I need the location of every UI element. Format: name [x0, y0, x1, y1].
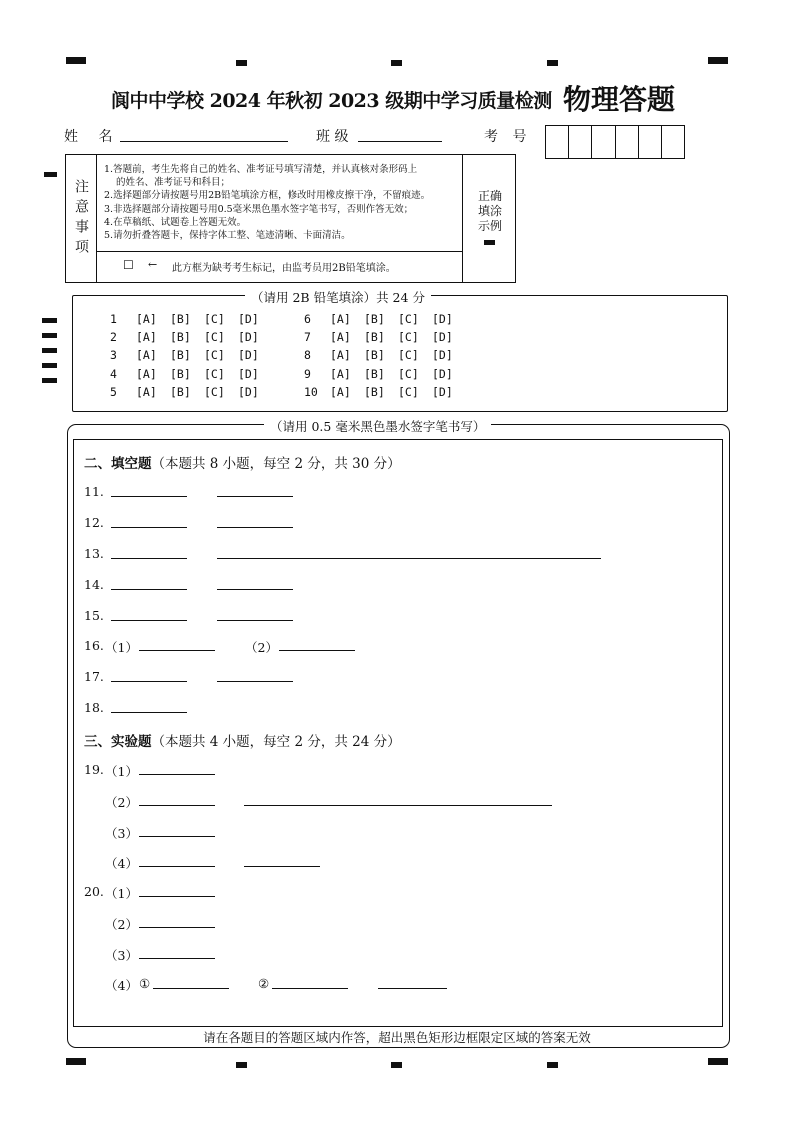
option-a[interactable]: [A]	[330, 385, 351, 399]
part-label: （2）	[245, 640, 278, 655]
absent-checkbox[interactable]: ☐	[123, 258, 134, 272]
option-b[interactable]: [B]	[364, 312, 385, 326]
alignment-mark	[66, 57, 86, 64]
option-b[interactable]: [B]	[170, 385, 191, 399]
choice-caption: （请用 2B 铅笔填涂）共 24 分	[245, 288, 431, 306]
section-fill-blank-title: 二、填空题（本题共 8 小题，每空 2 分，共 30 分）	[84, 456, 401, 472]
answer-blank[interactable]	[139, 927, 215, 928]
choice-row: 2 [A] [B] [C] [D]	[110, 330, 272, 344]
option-d[interactable]: [D]	[238, 312, 259, 326]
answer-blank[interactable]	[139, 774, 215, 775]
option-a[interactable]: [A]	[136, 312, 157, 326]
alignment-mark	[708, 57, 728, 64]
alignment-mark	[42, 333, 57, 338]
answer-blank[interactable]	[244, 866, 320, 867]
id-digit-cell[interactable]	[662, 126, 684, 158]
exam-id-boxes[interactable]	[545, 125, 685, 159]
option-a[interactable]: [A]	[136, 367, 157, 381]
answer-blank[interactable]	[378, 988, 447, 989]
alignment-mark	[44, 172, 57, 177]
answer-blank[interactable]	[272, 988, 348, 989]
id-digit-cell[interactable]	[639, 126, 662, 158]
part-label: （1）	[105, 640, 138, 655]
option-d[interactable]: [D]	[238, 367, 259, 381]
arrow-left-icon: ←	[148, 258, 158, 271]
notice-item: 的姓名、准考证号和科目；	[116, 177, 231, 189]
answer-blank[interactable]	[217, 589, 293, 590]
answer-blank[interactable]	[217, 681, 293, 682]
option-b[interactable]: [B]	[170, 367, 191, 381]
question-number: 12.	[84, 515, 104, 530]
option-c[interactable]: [C]	[398, 312, 419, 326]
answer-blank[interactable]	[139, 805, 215, 806]
option-b[interactable]: [B]	[364, 385, 385, 399]
circled-two-label: ②	[258, 976, 270, 991]
answer-blank[interactable]	[111, 589, 187, 590]
section-experiment-note: （本题共 4 小题，每空 2 分，共 24 分）	[151, 734, 401, 750]
option-d[interactable]: [D]	[432, 367, 453, 381]
answer-blank[interactable]	[279, 650, 355, 651]
notice-panel	[65, 154, 516, 283]
alignment-mark	[66, 1058, 86, 1065]
answer-blank[interactable]	[153, 988, 229, 989]
alignment-mark	[236, 1062, 247, 1068]
option-b[interactable]: [B]	[170, 312, 191, 326]
fill-example-label: 正确填涂示例	[477, 189, 502, 233]
section-experiment-title: 三、实验题（本题共 4 小题，每空 2 分，共 24 分）	[84, 734, 401, 750]
alignment-mark	[391, 1062, 402, 1068]
choice-row: 5 [A] [B] [C] [D]	[110, 385, 272, 399]
answer-blank[interactable]	[139, 896, 215, 897]
answer-blank[interactable]	[139, 958, 215, 959]
option-b[interactable]: [B]	[364, 330, 385, 344]
part-label: （2）	[105, 795, 138, 810]
answer-blank[interactable]	[217, 558, 601, 559]
option-c[interactable]: [C]	[204, 312, 225, 326]
option-b[interactable]: [B]	[170, 348, 191, 362]
question-number: 18.	[84, 700, 104, 715]
alignment-mark	[42, 348, 57, 353]
exam-title: 阆中中学校 2024 年秋初 2023 级期中学习质量检测	[111, 90, 552, 112]
answer-blank[interactable]	[111, 712, 187, 713]
choice-row: 7 [A] [B] [C] [D]	[304, 330, 466, 344]
question-number: 13.	[84, 546, 104, 561]
choice-row: 6 [A] [B] [C] [D]	[304, 312, 466, 326]
answer-blank[interactable]	[217, 496, 293, 497]
answer-blank[interactable]	[139, 836, 215, 837]
option-a[interactable]: [A]	[330, 367, 351, 381]
question-number: 11.	[84, 484, 104, 499]
answer-blank[interactable]	[139, 866, 215, 867]
answer-blank[interactable]	[244, 805, 552, 806]
part-label: （1）	[105, 764, 138, 779]
part-label: （3）	[105, 826, 138, 841]
option-b[interactable]: [B]	[170, 330, 191, 344]
notice-item: 2.选择题部分请按题号用2B铅笔填涂方框，修改时用橡皮擦干净，不留痕迹。	[104, 190, 431, 202]
choice-row: 10 [A] [B] [C] [D]	[304, 385, 466, 399]
answer-blank[interactable]	[217, 620, 293, 621]
choice-row: 9 [A] [B] [C] [D]	[304, 367, 466, 381]
name-field[interactable]	[120, 141, 288, 142]
option-a[interactable]: [A]	[330, 348, 351, 362]
answer-blank[interactable]	[111, 681, 187, 682]
option-c[interactable]: [C]	[204, 367, 225, 381]
option-a[interactable]: [A]	[136, 348, 157, 362]
choice-row: 1 [A] [B] [C] [D]	[110, 312, 272, 326]
option-d[interactable]: [D]	[432, 312, 453, 326]
alignment-mark	[391, 60, 402, 66]
option-d[interactable]: [D]	[432, 330, 453, 344]
absent-text: 此方框为缺考考生标记，由监考员用2B铅笔填涂。	[172, 263, 396, 274]
option-b[interactable]: [B]	[364, 348, 385, 362]
circled-one-label: ①	[139, 976, 151, 991]
option-a[interactable]: [A]	[136, 385, 157, 399]
notice-list	[104, 163, 464, 242]
alignment-mark	[708, 1058, 728, 1065]
choice-row: 8 [A] [B] [C] [D]	[304, 348, 466, 362]
answer-blank[interactable]	[111, 496, 187, 497]
alignment-mark	[547, 60, 558, 66]
filled-example-mark	[484, 240, 495, 245]
question-number: 19.	[84, 762, 104, 777]
option-c[interactable]: [C]	[398, 330, 419, 344]
option-c[interactable]: [C]	[398, 385, 419, 399]
notice-heading: 注意事项	[66, 155, 97, 282]
option-d[interactable]: [D]	[238, 330, 259, 344]
question-number: 16.	[84, 638, 104, 653]
answer-blank[interactable]	[139, 650, 215, 651]
id-digit-cell[interactable]	[569, 126, 592, 158]
id-digit-cell[interactable]	[592, 126, 615, 158]
part-label: （1）	[105, 886, 138, 901]
answer-blank[interactable]	[111, 527, 187, 528]
id-label: 考 号	[484, 129, 527, 145]
option-a[interactable]: [A]	[136, 330, 157, 344]
footer-note: 请在各题目的答题区域内作答，超出黑色矩形边框限定区域的答案无效	[203, 1030, 591, 1045]
question-number: 17.	[84, 669, 104, 684]
choice-row: 3 [A] [B] [C] [D]	[110, 348, 272, 362]
alignment-mark	[547, 1062, 558, 1068]
question-number: 20.	[84, 884, 104, 899]
answer-blank[interactable]	[217, 527, 293, 528]
absent-row	[96, 251, 462, 283]
choice-row: 4 [A] [B] [C] [D]	[110, 367, 272, 381]
option-d[interactable]: [D]	[432, 348, 453, 362]
alignment-mark	[236, 60, 247, 66]
part-label: （3）	[105, 948, 138, 963]
option-c[interactable]: [C]	[204, 330, 225, 344]
subject-title: 物理答题	[563, 83, 676, 116]
alignment-mark	[42, 318, 57, 323]
alignment-mark	[42, 363, 57, 368]
fill-example	[462, 155, 516, 282]
part-label: （2）	[105, 917, 138, 932]
option-d[interactable]: [D]	[238, 348, 259, 362]
notice-item: 4.在草稿纸、试题卷上答题无效。	[104, 216, 247, 228]
section-fill-blank-note: （本题共 8 小题，每空 2 分，共 30 分）	[151, 456, 401, 472]
notice-item: 3.非选择题部分请按题号用0.5毫米黑色墨水签字笔书写，否则作答无效；	[104, 203, 414, 215]
answer-blank[interactable]	[111, 620, 187, 621]
option-b[interactable]: [B]	[364, 367, 385, 381]
class-label: 班 级	[316, 129, 349, 145]
part-label: （4）	[105, 856, 138, 871]
option-c[interactable]: [C]	[204, 348, 225, 362]
part-label: （4）	[105, 978, 138, 993]
option-c[interactable]: [C]	[398, 367, 419, 381]
option-d[interactable]: [D]	[238, 385, 259, 399]
option-c[interactable]: [C]	[204, 385, 225, 399]
option-a[interactable]: [A]	[330, 330, 351, 344]
name-label: 姓 名	[64, 129, 113, 145]
notice-item: 1.答题前，考生先将自己的姓名、准考证号填写清楚，并认真核对条形码上	[104, 164, 418, 175]
id-digit-cell[interactable]	[616, 126, 639, 158]
answer-blank[interactable]	[111, 558, 187, 559]
option-c[interactable]: [C]	[398, 348, 419, 362]
notice-item: 5.请勿折叠答题卡，保持字体工整、笔迹清晰、卡面清洁。	[104, 230, 351, 242]
question-number: 15.	[84, 608, 104, 623]
option-a[interactable]: [A]	[330, 312, 351, 326]
id-digit-cell[interactable]	[546, 126, 569, 158]
alignment-mark	[42, 378, 57, 383]
option-d[interactable]: [D]	[432, 385, 453, 399]
written-caption: （请用 0.5 毫米黑色墨水签字笔书写）	[264, 417, 491, 435]
class-field[interactable]	[358, 141, 442, 142]
question-number: 14.	[84, 577, 104, 592]
